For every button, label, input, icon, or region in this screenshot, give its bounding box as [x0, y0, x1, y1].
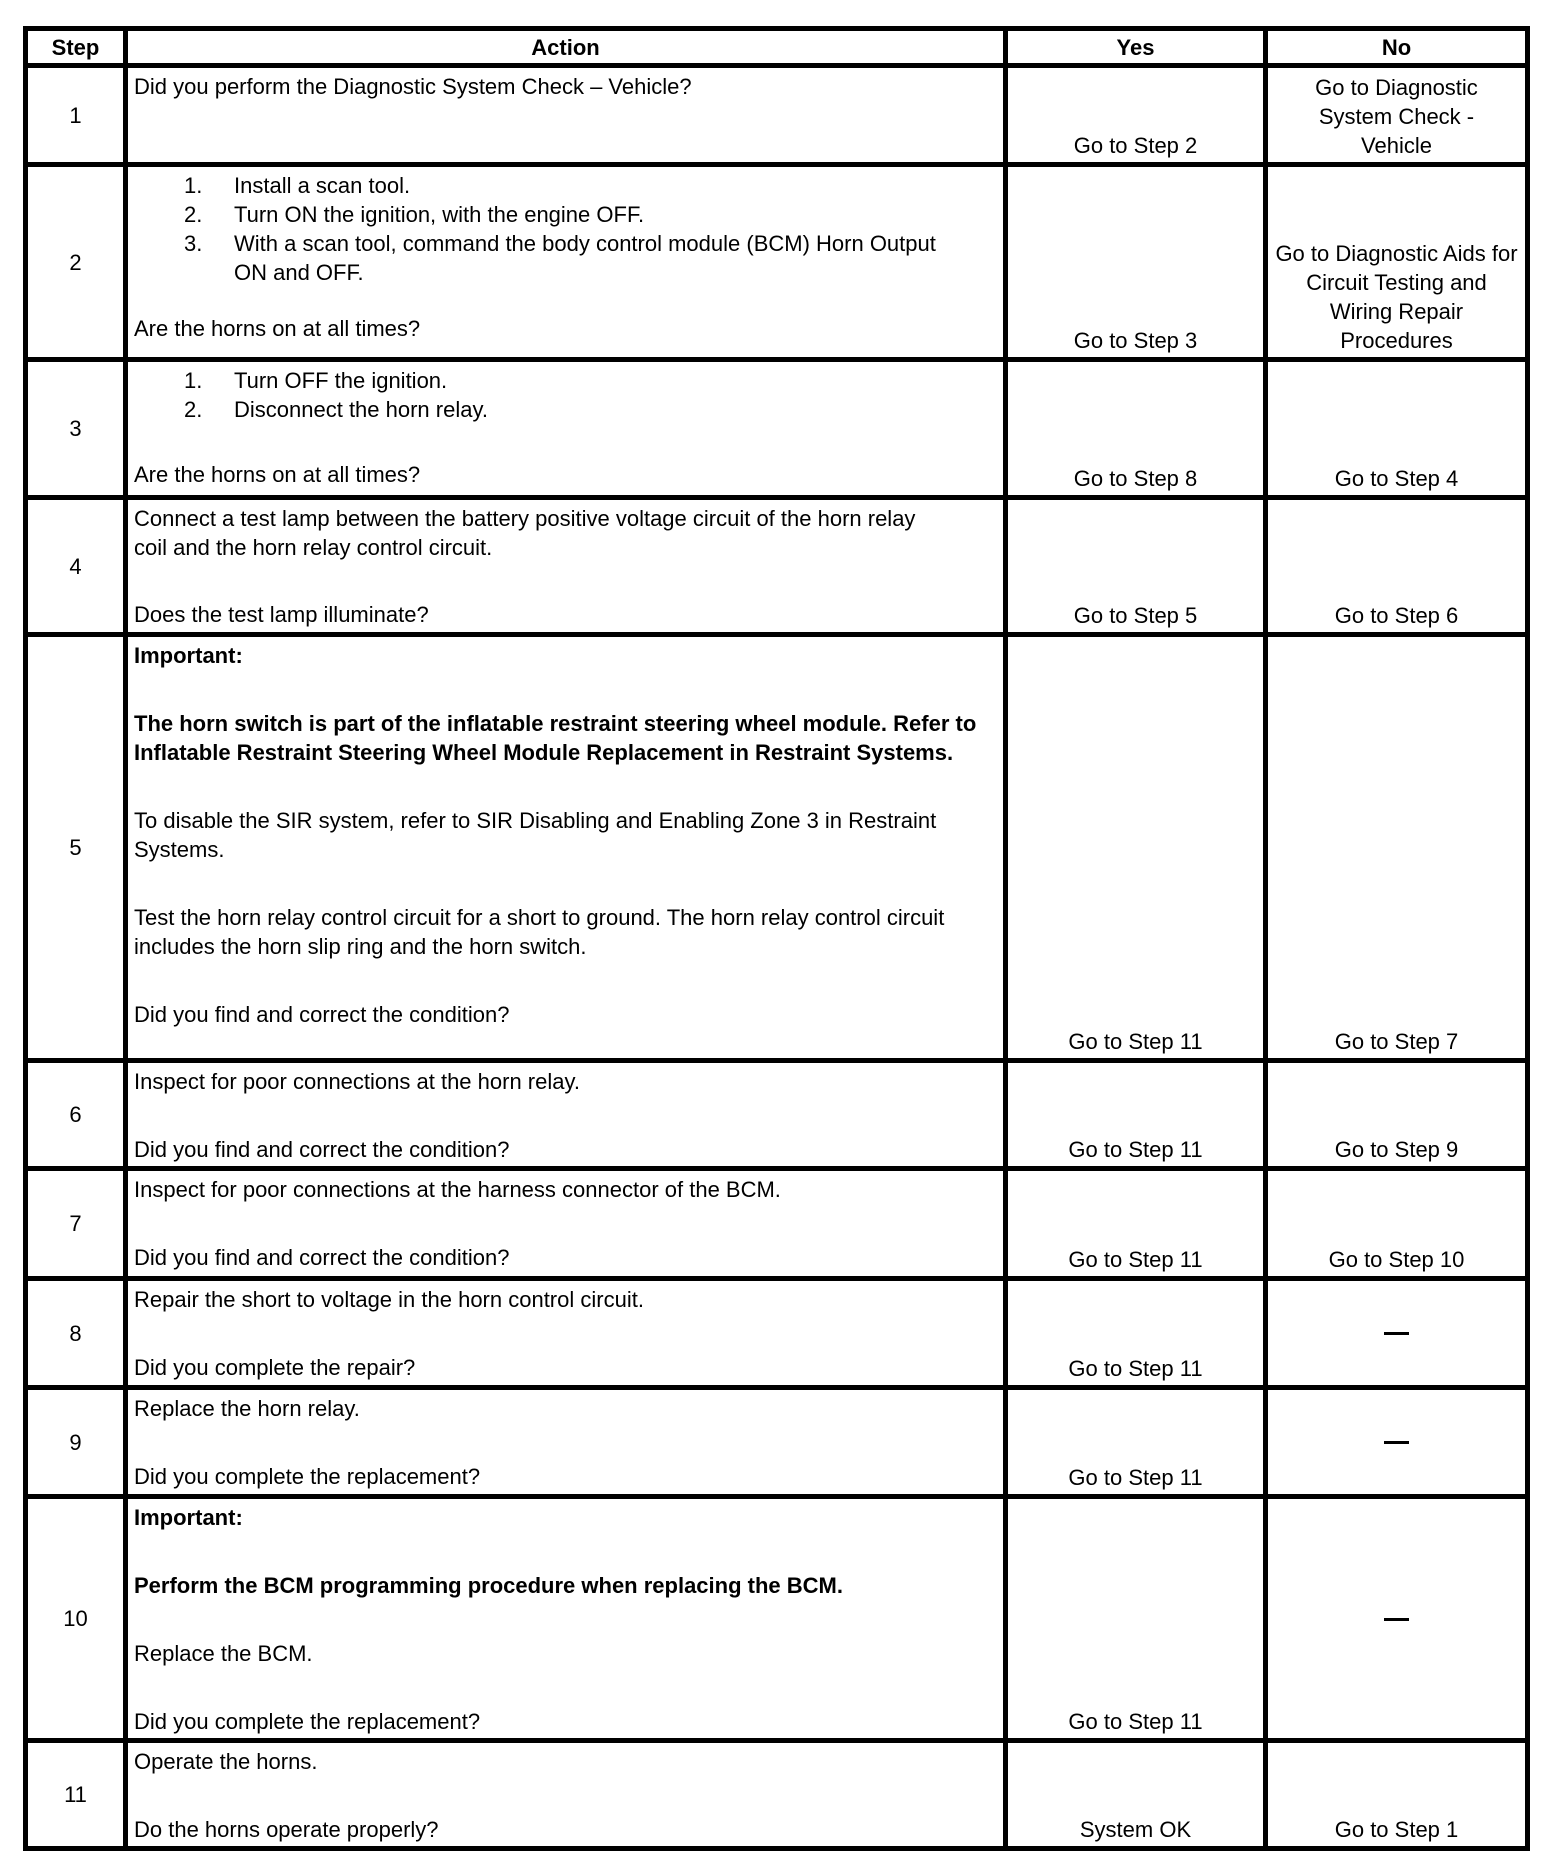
- table-row: [26, 1497, 1528, 1741]
- header-action: Action: [126, 29, 1006, 66]
- step-number: 9: [26, 1388, 126, 1497]
- action-text: Replace the BCM.: [134, 1641, 313, 1666]
- table-row: [26, 498, 1528, 635]
- no-cell: Go to Step 7: [1266, 635, 1528, 1061]
- question-text: Did you complete the replacement?: [134, 1464, 481, 1489]
- question-text: Does the test lamp illuminate?: [134, 602, 429, 627]
- yes-cell: Go to Step 11: [1006, 1169, 1266, 1279]
- action-cell: [126, 1169, 1006, 1279]
- action-text: Test the horn relay control circuit for a short to ground. The horn relay control circuit includes the horn slip ring and the horn switch.: [134, 905, 945, 959]
- action-cell: [126, 1279, 1006, 1388]
- step-number: 3: [26, 360, 126, 498]
- no-cell: Go to Step 10: [1266, 1169, 1528, 1279]
- procedure-step: 2. Turn ON the ignition, with the engine OFF.: [184, 202, 645, 227]
- step-number: 10: [26, 1497, 126, 1741]
- question-text: Do the horns operate properly?: [134, 1817, 439, 1842]
- important-label: Important:: [134, 1505, 243, 1530]
- no-cell: Go to Step 9: [1266, 1061, 1528, 1169]
- em-dash: [1384, 1618, 1409, 1621]
- action-cell: [126, 1061, 1006, 1169]
- no-cell: Go to Diagnostic Aids for Circuit Testing and Wiring Repair Procedures: [1266, 165, 1528, 360]
- important-label: Important:: [134, 643, 243, 668]
- question-text: Did you complete the replacement?: [134, 1709, 481, 1734]
- yes-cell: Go to Step 11: [1006, 635, 1266, 1061]
- step-number: 2: [26, 165, 126, 360]
- yes-cell: Go to Step 11: [1006, 1388, 1266, 1497]
- action-cell: [126, 1741, 1006, 1849]
- step-number: 1: [26, 66, 126, 165]
- question-text: Are the horns on at all times?: [134, 316, 421, 341]
- table-row: [26, 360, 1528, 498]
- step-number: 11: [26, 1741, 126, 1849]
- header-no: No: [1266, 29, 1528, 66]
- action-cell: [126, 498, 1006, 635]
- diagnostic-table-container: [23, 26, 1528, 1851]
- action-cell: [126, 635, 1006, 1061]
- action-cell: [126, 1497, 1006, 1741]
- action-text: Inspect for poor connections at the horn relay.: [134, 1069, 580, 1094]
- yes-cell: Go to Step 11: [1006, 1279, 1266, 1388]
- no-cell: [1266, 1497, 1528, 1741]
- action-cell: [126, 66, 1006, 165]
- em-dash: [1384, 1332, 1409, 1335]
- table-row: [26, 1169, 1528, 1279]
- action-cell: [126, 1388, 1006, 1497]
- step-number: 4: [26, 498, 126, 635]
- yes-cell: Go to Step 8: [1006, 360, 1266, 498]
- action-cell: [126, 360, 1006, 498]
- table-row: [26, 1061, 1528, 1169]
- action-text: Operate the horns.: [134, 1749, 318, 1774]
- procedure-step: 2. Disconnect the horn relay.: [184, 397, 488, 422]
- table-row: [26, 165, 1528, 360]
- step-number: 6: [26, 1061, 126, 1169]
- table-row: [26, 635, 1528, 1061]
- header-step: Step: [26, 29, 126, 66]
- note-text: To disable the SIR system, refer to SIR Disabling and Enabling Zone 3 in Restraint Systems.: [134, 808, 937, 862]
- header-row: [26, 29, 1528, 66]
- step-number: 5: [26, 635, 126, 1061]
- question-text: Did you find and correct the condition?: [134, 1002, 510, 1027]
- question-text: Did you complete the repair?: [134, 1355, 416, 1380]
- action-text: Connect a test lamp between the battery positive voltage circuit of the horn relay coil and the horn relay control circuit.: [134, 506, 916, 560]
- header-yes: Yes: [1006, 29, 1266, 66]
- yes-cell: Go to Step 3: [1006, 165, 1266, 360]
- procedure-step: 1. Turn OFF the ignition.: [184, 368, 448, 393]
- important-text: The horn switch is part of the inflatable restraint steering wheel module. Refer to Inflatable Restraint Steering Wheel Module Replacement in Restraint Systems.: [134, 711, 977, 765]
- question-text: Are the horns on at all times?: [134, 462, 421, 487]
- table-row: [26, 66, 1528, 165]
- step-number: 8: [26, 1279, 126, 1388]
- action-text: Did you perform the Diagnostic System Check – Vehicle?: [134, 74, 692, 99]
- action-text: Inspect for poor connections at the harness connector of the BCM.: [134, 1177, 781, 1202]
- table-row: [26, 1279, 1528, 1388]
- procedure-step: 3. With a scan tool, command the body control module (BCM) Horn Output ON and OFF.: [184, 231, 936, 285]
- no-cell: [1266, 1279, 1528, 1388]
- important-text: Perform the BCM programming procedure when replacing the BCM.: [134, 1573, 843, 1598]
- yes-cell: Go to Step 11: [1006, 1497, 1266, 1741]
- no-cell: Go to Step 1: [1266, 1741, 1528, 1849]
- procedure-step: 1. Install a scan tool.: [184, 173, 411, 198]
- question-text: Did you find and correct the condition?: [134, 1245, 510, 1270]
- yes-cell: Go to Step 11: [1006, 1061, 1266, 1169]
- procedure-list: [134, 366, 997, 424]
- procedure-list: [134, 171, 997, 287]
- action-text: Repair the short to voltage in the horn control circuit.: [134, 1287, 644, 1312]
- table-row: [26, 1741, 1528, 1849]
- table-row: [26, 1388, 1528, 1497]
- question-text: Did you find and correct the condition?: [134, 1137, 510, 1162]
- no-cell: Go to Diagnostic System Check - Vehicle: [1266, 66, 1528, 165]
- diagnostic-table: [23, 26, 1530, 1851]
- em-dash: [1384, 1441, 1409, 1444]
- yes-cell: System OK: [1006, 1741, 1266, 1849]
- step-number: 7: [26, 1169, 126, 1279]
- yes-cell: Go to Step 5: [1006, 498, 1266, 635]
- no-cell: [1266, 1388, 1528, 1497]
- action-cell: [126, 165, 1006, 360]
- no-cell: Go to Step 4: [1266, 360, 1528, 498]
- no-cell: Go to Step 6: [1266, 498, 1528, 635]
- yes-cell: Go to Step 2: [1006, 66, 1266, 165]
- action-text: Replace the horn relay.: [134, 1396, 360, 1421]
